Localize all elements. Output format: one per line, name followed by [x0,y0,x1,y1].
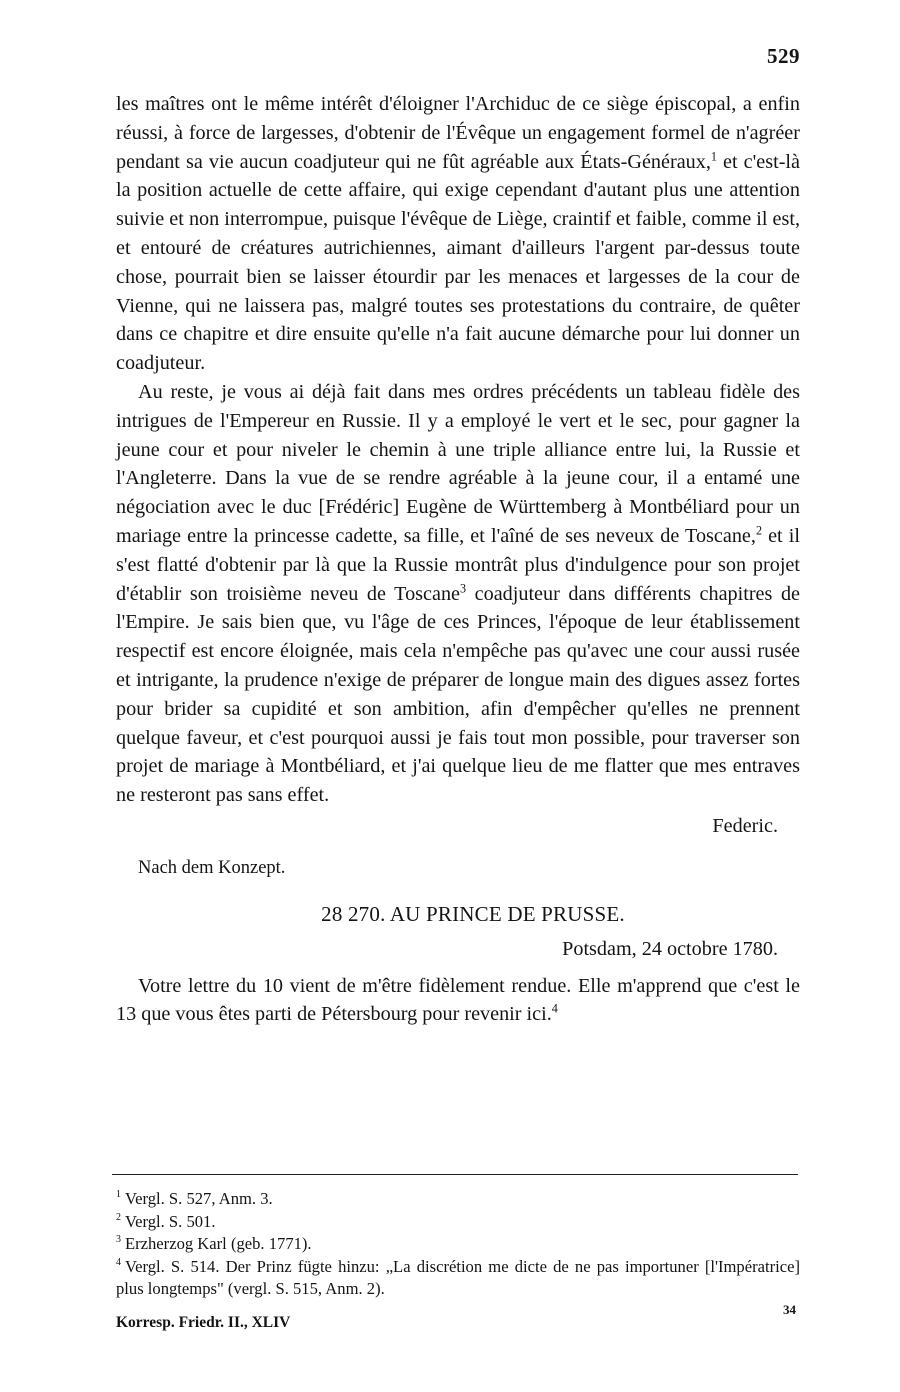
letter-paragraph [116,972,800,1030]
paragraph-2 [116,378,800,810]
footnote-mark: 4 [116,1256,121,1268]
footnote-ref-3: 3 [460,580,467,595]
source-note: Nach dem Konzept. [138,857,286,878]
footnote-1 [116,1188,800,1211]
letter-place-date: Potsdam, 24 octobre 1780. [562,937,778,960]
paragraph-2-text-a: Au reste, je vous ai déjà fait dans mes ordres précédents un tableau fidèle des intrigues de l'Empereur en Russie. Il y a employé le vert et le sec, pour gagner la jeune cour et pour niveler le chemin à une triple alliance entre lui, la Russie et l'Angleterre. Dans la vue de se rendre agréable à la jeune cour, il a entamé une négociation avec le duc [Frédéric] Eugène de Württemberg à Montbéliard pour un mariage entre la princesse cadette, sa fille, et l'aîné de ses neveux de Toscane, [116,380,800,547]
footnote-text: Vergl. S. 501. [124,1211,216,1231]
paragraph-1 [116,90,800,378]
letter-text: Votre lettre du 10 vient de m'être fidèlement rendue. Elle m'apprend que c'est le 13 que vous êtes parti de Pétersbourg pour revenir ici. [116,974,800,1026]
letter-heading: 28 270. AU PRINCE DE PRUSSE. [321,901,625,926]
footnote-2 [116,1211,800,1234]
footnote-mark: 3 [116,1234,121,1246]
sheet-number: 34 [783,1302,796,1317]
paragraph-1-text-a: les maîtres ont le même intérêt d'éloigner l'Archiduc de ce siège épiscopal, a enfin réussi, à force de largesses, d'obtenir de l'Évêque un engagement formel de n'agréer pendant sa vie aucun coadjuteur qui ne fût agréable aux États-Généraux, [116,93,800,173]
footnote-ref-2: 2 [755,523,762,538]
footnote-divider [112,1174,798,1175]
footnote-ref-1: 1 [710,148,717,163]
footnote-ref-4: 4 [551,1001,558,1016]
footnote-text: Vergl. S. 514. Der Prinz fügte hinzu: „La discrétion me dicte de ne pas importuner [l'Impératrice] plus longtemps" (vergl. S. 515, Anm. 2). [116,1256,800,1298]
signature: Federic. [712,814,778,837]
paragraph-2-text-b: et il s'est flatté d'obtenir par là que la Russie montrât plus d'indulgence pour son projet d'établir son troisième neveu de Toscane [116,524,800,605]
footer-signature: Korresp. Friedr. II., XLIV [116,1314,291,1331]
footnote-mark: 2 [116,1211,121,1223]
page-number: 529 [767,44,800,68]
footnote-mark: 1 [116,1189,121,1201]
footnotes [116,1188,800,1301]
footnote-text: Erzherzog Karl (geb. 1771). [124,1234,312,1253]
footnote-3 [116,1233,800,1256]
paragraph-1-text-b: et c'est-là la position actuelle de cette affaire, qui exige cependant d'autant plus une attention suivie et non interrompue, puisque l'évêque de Liège, craintif et faible, comme il est, et entouré de créatures autrichiennes, aimant d'ailleurs l'argent par-dessus toute chose, pourrait bien se laisser étourdir par les menaces et largesses de la cour de Vienne, qui ne laissera pas, malgré toutes ses protestations du contraire, de quêter dans ce chapitre et dire ensuite qu'elle n'a fait aucune démarche pour lui donner un coadjuteur. [116,150,800,375]
footnote-4 [116,1256,800,1301]
main-text [116,90,800,1029]
paragraph-2-text-c: coadjuteur dans différents chapitres de l'Empire. Je sais bien que, vu l'âge de ces Princes, l'époque de leur établissement respectif est encore éloignée, mais cela n'empêche pas qu'avec une cour aussi rusée et intrigante, la prudence n'exige de préparer de longue main des digues assez fortes pour brider sa cupidité et son ambition, afin d'empêcher qu'elles ne prennent quelque faveur, et c'est pourquoi aussi je fais tout mon possible, pour traverser son projet de mariage à Montbéliard, et j'ai quelque lieu de me flatter que mes entraves ne resteront pas sans effet. [116,582,800,807]
footnote-text: Vergl. S. 527, Anm. 3. [124,1189,273,1208]
